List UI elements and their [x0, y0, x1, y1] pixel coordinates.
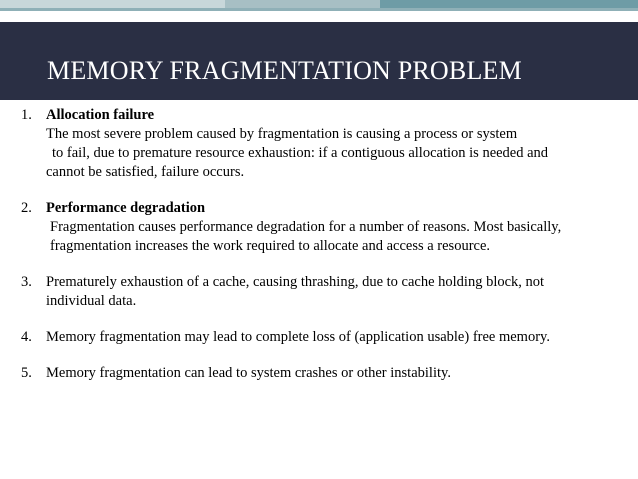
item-body	[46, 273, 621, 311]
list-item-allocation-failure	[21, 106, 621, 182]
top-stripe-dark	[380, 0, 638, 8]
item-text-line: Prematurely exhaustion of a cache, causing thrashing, due to cache holding block, not	[46, 274, 545, 290]
item-number: 5.	[21, 365, 32, 381]
item-heading: Allocation failure	[46, 107, 155, 123]
slide-content	[21, 106, 621, 400]
item-body	[46, 199, 621, 256]
list-item-system-crashes	[21, 364, 621, 383]
title-bar	[0, 22, 638, 100]
item-text-line: Memory fragmentation may lead to complete loss of (application usable) free memory.	[46, 329, 550, 345]
item-text-line: Memory fragmentation can lead to system crashes or other instability.	[46, 365, 451, 381]
slide-title: MEMORY FRAGMENTATION PROBLEM	[47, 56, 522, 85]
item-text-line: Fragmentation causes performance degradation for a number of reasons. Most basically,	[50, 219, 562, 235]
item-text-line: to fail, due to premature resource exhaustion: if a contiguous allocation is needed and	[52, 145, 549, 161]
item-number: 3.	[21, 274, 32, 290]
item-text-line: cannot be satisfied, failure occurs.	[46, 164, 245, 180]
item-body	[46, 106, 621, 182]
item-number: 1.	[21, 107, 32, 123]
item-text-line: fragmentation increases the work required to allocate and access a resource.	[50, 238, 491, 254]
top-stripe-light	[0, 0, 225, 8]
list-item-performance-degradation	[21, 199, 621, 256]
item-heading: Performance degradation	[46, 200, 206, 216]
item-text-line: The most severe problem caused by fragmentation is causing a process or system	[46, 126, 518, 142]
top-stripe-mid	[225, 0, 380, 8]
item-body	[46, 328, 621, 347]
item-number: 4.	[21, 329, 32, 345]
item-text-line: individual data.	[46, 293, 137, 309]
list-item-cache-exhaustion	[21, 273, 621, 311]
item-number: 2.	[21, 200, 32, 216]
list-item-memory-loss	[21, 328, 621, 347]
top-stripe-line	[0, 8, 638, 11]
item-body	[46, 364, 621, 383]
